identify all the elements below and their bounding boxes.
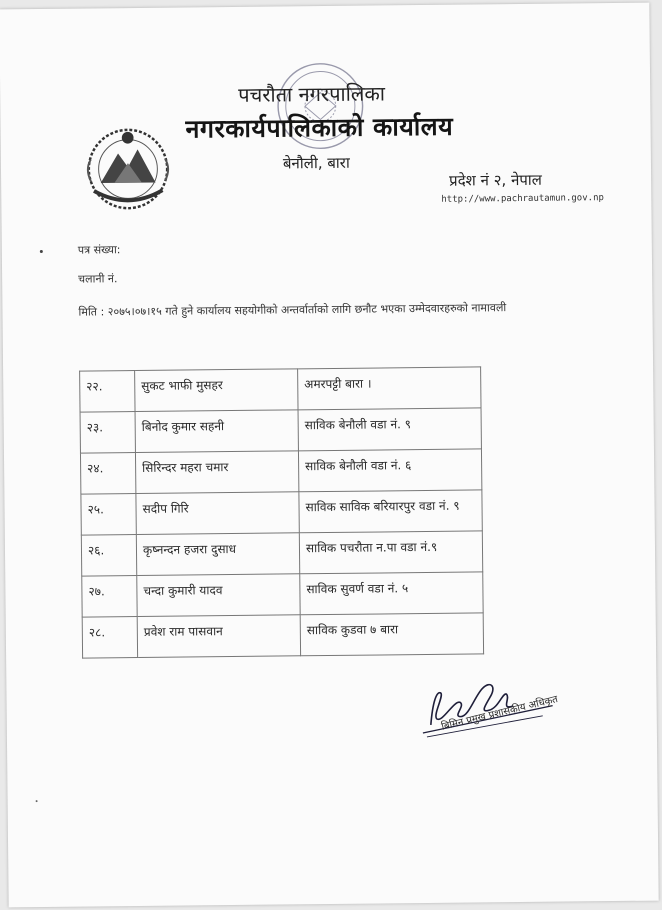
table-row [81,531,482,576]
serial-number-cell: २७. [82,576,137,618]
serial-number-cell: २६. [81,535,136,577]
table-row [80,367,481,412]
website-link[interactable]: http://www.pachrautamun.gov.np [441,193,604,205]
candidate-address-cell: साविक साविक बरियारपुर वडा नं. ९ [299,490,482,533]
signer-designation: बिमिन प्रमुख प्रशासकीय अधिकृत [440,694,560,733]
province-label: प्रदेश नं २, नेपाल [449,170,543,190]
table-row [82,572,483,617]
candidate-address-cell: साविक पचरौता न.पा वडा नं.९ [299,531,482,574]
candidate-name-cell: बिनोद कुमार सहनी [135,410,298,453]
office-location: बेनौली, बारा [282,153,350,173]
candidate-address-cell: साविक सुवर्ण वडा नं. ५ [300,572,483,615]
serial-number-cell: २४. [80,453,135,495]
subject-line: मिति : २०७५।०७।१५ गते हुने कार्यालय सहयोगीको अन्तर्वार्ताको लागि छनौट भएका उम्मेदवारहरुको नामावली [78,301,507,319]
candidate-address-cell: साविक बेनौली वडा नं. ६ [298,449,481,492]
scan-speck [40,250,43,253]
scan-speck [36,800,38,802]
candidate-name-cell: चन्दा कुमारी यादव [137,574,300,617]
candidate-name-cell: सदीप गिरि [136,492,299,535]
office-name: नगरकार्यपालिकाको कार्यालय [185,111,454,144]
candidate-address-cell: साविक बेनौली वडा नं. ९ [298,408,481,451]
candidate-name-cell: कृष्नन्दन हजरा दुसाध [136,533,299,576]
serial-number-cell: २३. [80,412,135,454]
table-row [81,490,482,535]
table-row [80,408,481,453]
candidate-name-cell: सिरिन्दर महरा चमार [135,451,298,494]
candidate-table [79,366,484,658]
serial-number-cell: २२. [80,371,135,413]
nepal-emblem-icon [78,120,177,213]
serial-number-cell: २८. [82,617,137,659]
candidate-address-cell: साविक कुडवा ७ बारा [300,613,483,656]
document-page [0,3,659,908]
table-row [82,613,483,658]
serial-number-cell: २५. [81,494,136,536]
dispatch-number-label: चलानी नं. [78,272,118,286]
candidate-name-cell: सुकट भाफी मुसहर [135,369,298,412]
letter-number-label: पत्र संख्या: [77,243,121,257]
municipality-name: पचरौता नगरपालिका [238,81,386,107]
candidate-name-cell: प्रवेश राम पासवान [137,615,300,658]
candidate-address-cell: अमरपट्टी बारा । [298,367,481,410]
table-row [80,449,481,494]
